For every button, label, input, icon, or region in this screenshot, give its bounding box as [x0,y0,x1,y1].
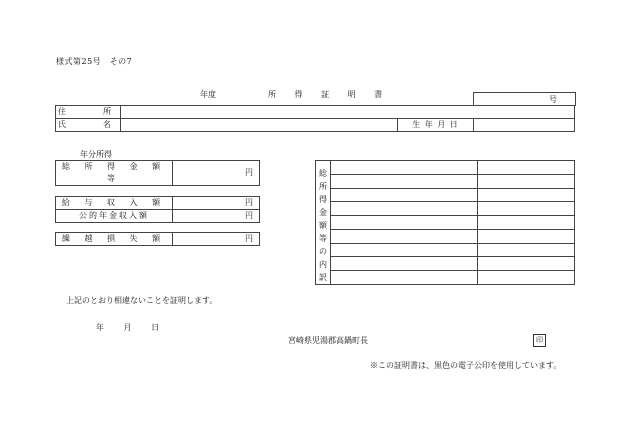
total-income-label: 総 所 得 金 額 等 [56,161,173,186]
breakdown-amount [478,202,575,216]
breakdown-vertical-label: 総 所 得 金 額 等 の 内 訳 [316,161,331,285]
birthdate-value [474,119,575,132]
total-income-table [55,160,260,186]
breakdown-item [331,216,478,230]
official-seal-icon: 印 [533,334,546,347]
electronic-seal-notice: ※この証明書は、黒色の電子公印を使用しています。 [370,361,562,370]
name-label: 氏 名 [56,119,121,132]
pension-income-label: 公的年金収入額 [56,210,173,223]
breakdown-amount [478,188,575,202]
number-suffix: 号 [549,95,557,104]
breakdown-item [331,202,478,216]
breakdown-item [331,243,478,257]
salary-income-label: 給 与 収 入 額 [56,197,173,210]
salary-income-yen: 円 [173,197,260,210]
address-value [121,106,575,119]
breakdown-amount [478,174,575,188]
breakdown-item [331,229,478,243]
name-value [121,119,398,132]
breakdown-item [331,174,478,188]
pension-income-yen: 円 [173,210,260,223]
breakdown-amount [478,161,575,175]
breakdown-item [331,257,478,271]
income-detail-table [55,196,260,223]
income-breakdown-table [315,160,575,285]
address-label: 住 所 [56,106,121,119]
issue-date: 年 月 日 [96,323,163,332]
certification-statement: 上記のとおり相違ないことを証明します。 [66,296,218,305]
income-year-label: 年分所得 [80,150,112,159]
total-income-yen: 円 [173,161,260,186]
breakdown-amount [478,216,575,230]
address-row [56,106,575,119]
carryover-loss-label: 繰 越 損 失 額 [56,233,173,246]
carryover-loss-table [55,232,260,246]
birthdate-label: 生 年 月 日 [398,119,474,132]
document-title: 所 得 証 明 書 [268,90,391,99]
carryover-loss-yen: 円 [173,233,260,246]
breakdown-amount [478,243,575,257]
name-row [56,119,575,132]
issuer-title: 宮崎県児湯郡高鍋町長 [288,336,368,345]
personal-info-table [55,105,575,132]
form-number: 様式第25号 その7 [56,57,133,66]
breakdown-item [331,188,478,202]
certificate-number-box [473,92,576,106]
breakdown-item [331,271,478,285]
breakdown-item [331,161,478,175]
breakdown-amount [478,271,575,285]
fiscal-year-label: 年度 [200,90,216,99]
breakdown-amount [478,257,575,271]
breakdown-amount [478,229,575,243]
